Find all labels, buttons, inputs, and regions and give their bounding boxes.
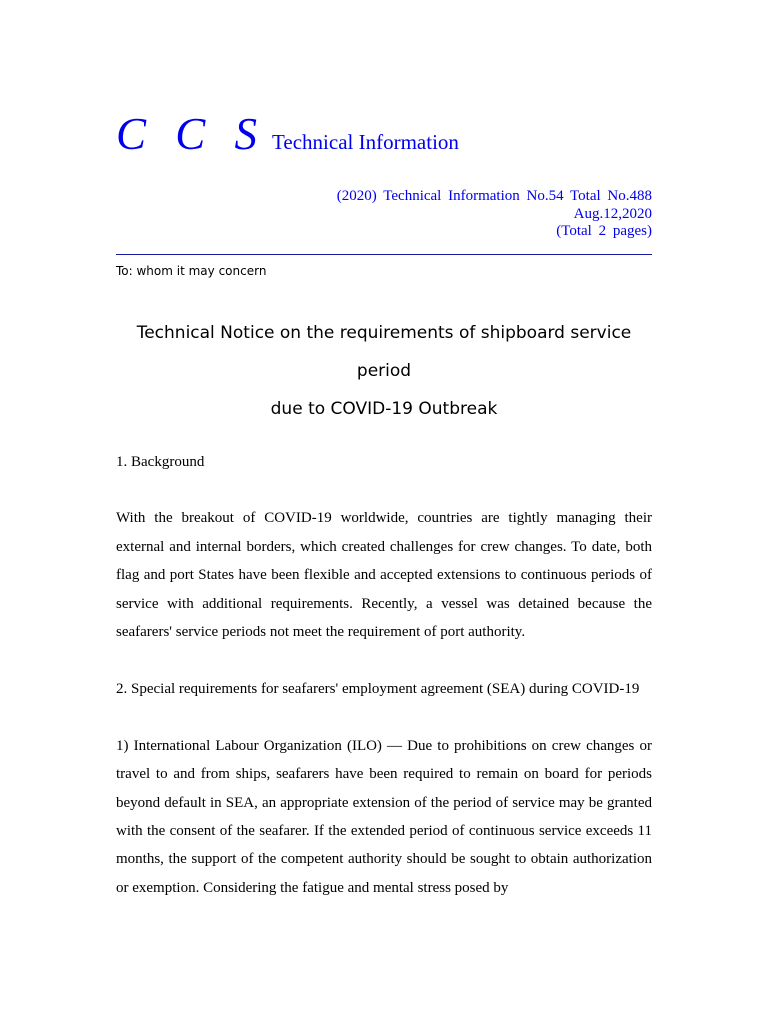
meta-date: Aug.12,2020 — [573, 205, 652, 222]
header-divider — [116, 254, 652, 255]
meta-pages: (Total 2 pages) — [556, 223, 652, 239]
section-2-paragraph-1: 1) International Labour Organization (ILO) — Due to prohibitions on crew changes or travel to and from ships, seafarers have been required to remain on board for periods beyond default in SEA, an appropriate extension of the period of service may be granted with the consent of the seafarer. If the extended period of continuous service exceeds 11 months, the support of the competent authority should be sought to obtain authorization or exemption. Considering the fatigue and mental stress posed by — [116, 737, 652, 896]
title-line-1: Technical Notice on the requirements of shipboard service period — [136, 323, 632, 381]
document-title — [116, 314, 652, 428]
section-1-paragraph: With the breakout of COVID-19 worldwide, countries are tightly managing their external and internal borders, which created challenges for crew changes. To date, both flag and port States have been flexible and accepted extensions to continuous periods of service with additional requirements. Recently, a vessel was detained because the seafarers' service periods not meet the requirement of port authority. — [116, 510, 652, 641]
meta-reference: (2020) Technical Information No.54 Total No.488 — [336, 188, 652, 204]
ccs-logo — [116, 108, 459, 160]
logo-subtitle: Technical Information — [272, 130, 459, 154]
section-2-heading: 2. Special requirements for seafarers' employment agreement (SEA) during COVID-19 — [116, 680, 640, 697]
title-line-2: due to COVID-19 Outbreak — [270, 399, 498, 419]
document-meta — [337, 188, 652, 241]
logo-mark: C C S — [116, 109, 267, 159]
section-1-heading: 1. Background — [116, 454, 205, 470]
document-body — [116, 448, 652, 902]
addressee: To: whom it may concern — [116, 264, 267, 278]
